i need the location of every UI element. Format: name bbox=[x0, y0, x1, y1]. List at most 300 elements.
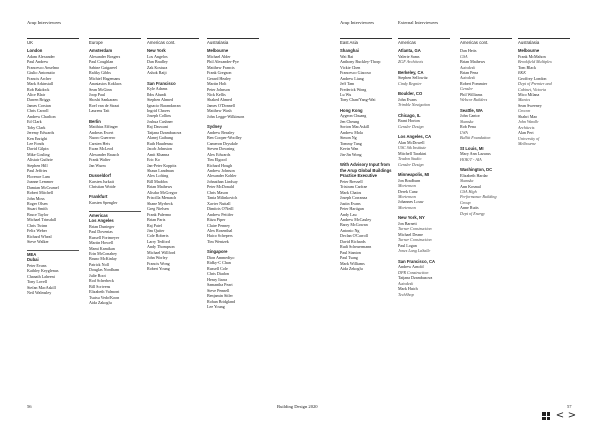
person-name: Elizabeth Valmont bbox=[89, 289, 120, 295]
person-name: Andrew Pettifer bbox=[207, 211, 234, 217]
location-group bbox=[398, 259, 450, 297]
organization-name: Gensler Design bbox=[398, 161, 424, 167]
person-name: Tristram Carfrae bbox=[340, 184, 368, 190]
person-name: Paul Andrew bbox=[27, 59, 49, 65]
group-title: Minneapolis, MI bbox=[398, 172, 430, 178]
person-name: Paul Coughlan bbox=[89, 59, 114, 65]
organization-name: Autodesk bbox=[460, 75, 476, 81]
right-page-header-arup: Arup Interviewees bbox=[340, 20, 375, 25]
person-name: Samantha Peart bbox=[207, 282, 233, 288]
person-name: Toby Clark bbox=[27, 124, 46, 130]
person-name: Barry McGowan bbox=[340, 222, 368, 228]
person-name: Peter Bressell bbox=[340, 178, 363, 184]
person-name: Valerie Sams bbox=[398, 53, 420, 59]
person-name: Russell Fortmeyer bbox=[89, 234, 120, 240]
person-name: Felix Weber bbox=[27, 228, 47, 234]
person-name: Kyle Adams bbox=[147, 86, 168, 92]
person-name: Stefan MacAskill bbox=[27, 284, 56, 290]
organization-name: Bullitt Foundation bbox=[460, 135, 491, 141]
person-name: Tania Milinkovich bbox=[207, 195, 238, 201]
person-name: Shaun Landman bbox=[147, 167, 174, 173]
organization-name: Skanska bbox=[460, 118, 474, 124]
left-page-number: 56 bbox=[27, 404, 32, 409]
group-title: New York bbox=[147, 48, 166, 54]
person-name: Chris Twinn bbox=[27, 222, 48, 228]
organization-name: GSA High bbox=[460, 189, 477, 195]
organization-name: Brookfield Multiplex bbox=[518, 59, 552, 65]
location-group bbox=[89, 48, 141, 114]
person-name: Joseph Corranza bbox=[340, 195, 368, 201]
organization-name: Architects bbox=[518, 124, 535, 130]
group-title: San Francisco, CA bbox=[398, 258, 436, 264]
organization-name: USC Stk Institute bbox=[398, 145, 427, 151]
person-name: Justin Evans bbox=[340, 200, 361, 206]
person-name: Andrew McCauley bbox=[340, 217, 372, 223]
person-name: Erin McConahey bbox=[89, 250, 118, 256]
person-name: Elizabeth Hardar bbox=[460, 172, 488, 178]
person-name: Bruce Taylor bbox=[27, 211, 49, 217]
person-name: Joseph Collins bbox=[147, 113, 171, 119]
person-name: Larry Tedford bbox=[147, 238, 170, 244]
column-right-1 bbox=[398, 38, 450, 302]
footer-title: Building Design 2020 bbox=[277, 404, 318, 409]
person-name: Chris Carroll bbox=[27, 108, 49, 114]
person-name: Alan Pert bbox=[518, 130, 534, 136]
location-group bbox=[398, 91, 450, 108]
organization-name: TechShop bbox=[398, 291, 414, 297]
column-heading: East Asia bbox=[340, 38, 392, 46]
person-name: Sorton MacAskill bbox=[340, 124, 370, 130]
person-name: Andrew Beazley bbox=[207, 129, 235, 135]
person-name: Los Angelos bbox=[147, 53, 168, 59]
person-name: Tatjana Dzambazova bbox=[398, 275, 433, 281]
person-name: Russell Cole bbox=[207, 265, 228, 271]
person-name: Alice Blair bbox=[27, 91, 46, 97]
group-title: Seattle, WA bbox=[460, 107, 483, 113]
person-name: Frank Walter bbox=[89, 157, 111, 163]
person-name: Haico Schepers bbox=[207, 233, 233, 239]
person-name: Frederick Wong bbox=[340, 86, 367, 92]
person-name: Peter Evans bbox=[27, 262, 47, 268]
person-name: Shahri Mao bbox=[518, 113, 538, 119]
person-name: Christian Woide bbox=[89, 184, 116, 190]
group-title: St Louis, MI bbox=[460, 145, 484, 151]
person-name: Declan O'Carroll bbox=[340, 233, 368, 239]
location-group bbox=[27, 250, 79, 296]
group-title: San Francisco bbox=[147, 80, 176, 86]
person-name: Michael Willford bbox=[147, 249, 176, 255]
organization-name: Teadon Studio bbox=[398, 156, 422, 162]
person-name: Gerard Healey bbox=[207, 75, 231, 81]
person-name: Alex Edwards bbox=[207, 151, 231, 157]
person-name: Tatjana Dzambazova bbox=[147, 129, 182, 135]
person-name: Rob Pena bbox=[460, 124, 476, 130]
location-group bbox=[89, 194, 141, 205]
organization-name: DPR Construction bbox=[398, 269, 429, 275]
person-name: Ingrid Chaves bbox=[147, 108, 171, 113]
organization-name: GSA bbox=[460, 53, 468, 59]
person-name: Paul Jeffries bbox=[27, 168, 48, 174]
person-name: Zak Kostura bbox=[147, 64, 168, 70]
person-name: Michael Trinsdall bbox=[27, 217, 56, 223]
person-name: Andrew Johnson bbox=[207, 167, 235, 173]
location-group bbox=[27, 48, 79, 244]
group-title: Boulder, CO bbox=[398, 91, 423, 97]
person-name: Raj Patel bbox=[147, 222, 162, 228]
person-name: Andrew Liang bbox=[340, 75, 364, 81]
person-name: Jon Barnett bbox=[398, 220, 417, 226]
person-name: Joop Paul bbox=[89, 91, 106, 97]
person-name: Priscilla Menasch bbox=[147, 195, 177, 201]
person-name: Lee Young bbox=[207, 304, 225, 309]
person-name: Mico Milana bbox=[518, 91, 540, 97]
person-name: Joshua Cushner bbox=[147, 118, 173, 124]
column-heading: Americas cont. bbox=[147, 38, 199, 46]
person-name: Tim Wentzek bbox=[207, 238, 229, 244]
location-group bbox=[207, 48, 259, 119]
person-name: James Corstan bbox=[27, 102, 51, 108]
person-name: James O'Donnell bbox=[207, 102, 235, 108]
person-name: Cameron Drysdale bbox=[207, 140, 238, 146]
group-subtitle: Los Angeles bbox=[89, 218, 114, 224]
right-page-header-external: External Interviewees bbox=[398, 20, 439, 25]
location-group bbox=[460, 108, 512, 141]
person-name: Stuart Smith bbox=[27, 206, 48, 212]
right-page-number: 57 bbox=[567, 404, 572, 409]
organization-name: Dept of Premier and bbox=[518, 81, 552, 87]
person-name: Andreas Ewert bbox=[89, 129, 114, 135]
person-name: Wai Bai bbox=[340, 53, 354, 59]
person-name: Sean Sweeney bbox=[518, 102, 542, 108]
person-name: Phil Williams bbox=[460, 91, 483, 97]
person-name: Chris Diadon bbox=[207, 271, 229, 277]
group-title: Melbourne bbox=[518, 48, 540, 54]
person-name: Mami Kamikan bbox=[89, 245, 115, 251]
organization-name: Autodesk bbox=[398, 280, 414, 286]
person-name: Geoffrey London bbox=[518, 75, 547, 81]
group-title: Atlanta, GA bbox=[398, 48, 421, 54]
person-name: Frank McMahon bbox=[518, 53, 546, 59]
person-name: Claire Penney bbox=[207, 222, 231, 228]
person-name: Jin-Jin Wong bbox=[340, 151, 362, 157]
group-title: MEA bbox=[27, 250, 79, 258]
group-title: Berlin bbox=[89, 118, 101, 124]
person-name: Brian Paris bbox=[147, 217, 166, 223]
location-group bbox=[340, 162, 392, 271]
person-name: Francis Wong bbox=[147, 260, 170, 266]
person-name: Martin Howell bbox=[89, 240, 114, 246]
person-name: Roger Olsen bbox=[27, 201, 48, 207]
person-name: Steven Downing bbox=[207, 146, 235, 152]
organization-name: Webcor Builders bbox=[460, 97, 488, 103]
person-name: Jeff Tam bbox=[340, 81, 355, 87]
person-name: Laurens Tait bbox=[89, 108, 110, 114]
column-heading: Americas bbox=[398, 38, 450, 46]
location-group bbox=[89, 173, 141, 190]
person-name: Cole Roberts bbox=[147, 233, 169, 239]
group-title: Los Angeles, CA bbox=[398, 134, 432, 140]
person-name: Andrew Arnold bbox=[398, 264, 424, 270]
group-title: Frankfurt bbox=[89, 194, 108, 200]
chevron-left-icon[interactable]: < bbox=[555, 410, 565, 421]
person-name: Stephen Sellowitz bbox=[398, 75, 428, 81]
organization-name: BKK bbox=[518, 70, 526, 76]
group-title: Hong Kong bbox=[340, 107, 363, 113]
organization-name: Grocon bbox=[518, 108, 531, 114]
person-name: Joanne Lemmer bbox=[27, 179, 54, 185]
person-name: Brant Horton bbox=[398, 118, 420, 124]
person-name: Paul Stanton bbox=[340, 249, 361, 255]
person-name: Nick Kellis bbox=[207, 91, 226, 97]
person-name: Matthew Wash bbox=[207, 108, 232, 114]
person-name: Andy Thompson bbox=[147, 244, 175, 250]
column-heading: Europe bbox=[89, 38, 141, 46]
person-name: Robert Young bbox=[147, 266, 170, 272]
organization-name: Melbourne bbox=[518, 141, 536, 147]
person-name: Henry Itarra bbox=[207, 276, 228, 282]
organization-name: Manics bbox=[518, 97, 531, 103]
organization-name: ZGF Architects bbox=[398, 59, 424, 65]
person-name: Adam Alexander bbox=[27, 53, 55, 59]
person-name: Ashok Raiji bbox=[147, 70, 167, 76]
person-name: Carsten Heis bbox=[89, 140, 111, 146]
person-name: Chanath Laheeni bbox=[27, 273, 55, 279]
organization-name: Mortenson bbox=[398, 204, 416, 210]
person-name: Mark Hatch bbox=[398, 286, 418, 292]
organization-name: Performance Building bbox=[460, 194, 497, 200]
person-name: John Worley bbox=[147, 255, 168, 261]
person-name: Richard Wheal bbox=[27, 233, 52, 239]
person-name: Dion Ammedtyo bbox=[207, 254, 235, 260]
column-right-2 bbox=[460, 38, 512, 221]
location-group bbox=[398, 70, 450, 87]
person-name: Paul Dovenias bbox=[89, 229, 113, 235]
person-name: Paul Tsang bbox=[340, 255, 358, 261]
person-name: Andrew Mola bbox=[340, 129, 363, 135]
person-name: Bill Scrivens bbox=[89, 283, 111, 289]
person-name: Richard Hough bbox=[207, 162, 233, 168]
person-name: Alanej Gaibung bbox=[147, 135, 174, 141]
group-title: Amsterdam bbox=[89, 48, 113, 54]
person-name: Ed Clark bbox=[27, 119, 42, 125]
person-name: Ridky-C Chan bbox=[207, 260, 231, 266]
person-name: Rohan Bridgland bbox=[207, 298, 236, 304]
organization-name: Gensler Design bbox=[398, 123, 424, 129]
location-group bbox=[207, 249, 259, 309]
person-name: Mark Chaios bbox=[340, 189, 362, 195]
person-name: Ruth Haudenau bbox=[147, 140, 173, 146]
location-group bbox=[207, 124, 259, 244]
organization-name: HOK/T - AIA bbox=[460, 156, 482, 162]
person-name: Kathley Keyglenus bbox=[27, 268, 59, 274]
person-name: Mark Williams bbox=[340, 260, 365, 266]
person-name: Jon Bradburn bbox=[398, 177, 421, 183]
person-name: Rafiky Gibbs bbox=[89, 70, 111, 76]
person-name: Phil Alexander-Pye bbox=[207, 59, 239, 65]
person-name: Robert Pommier bbox=[460, 80, 488, 86]
person-name: Karsten Jurkait bbox=[89, 178, 114, 184]
person-name: Ibbs Afundi bbox=[147, 91, 167, 97]
column-heading: Australasia bbox=[207, 38, 259, 46]
person-name: Andrew Charlton bbox=[27, 113, 56, 119]
column-heading: UK bbox=[27, 38, 79, 46]
column-right-0 bbox=[340, 38, 392, 277]
person-name: David Gilpin bbox=[27, 146, 49, 152]
person-name: Shaked Ahmed bbox=[207, 97, 232, 103]
location-group bbox=[398, 48, 450, 65]
person-name: Aida Zekoglu bbox=[340, 266, 363, 272]
group-title: Americas bbox=[89, 211, 141, 219]
person-name: Anastasios Koklaos bbox=[89, 81, 122, 87]
person-name: Tony Chan/Yang-Wai bbox=[340, 97, 376, 103]
person-name: Rob Bakdock bbox=[27, 86, 50, 92]
person-name: Dan Bradley bbox=[147, 59, 168, 65]
person-name: Paul Logan bbox=[398, 242, 417, 248]
person-name: Raj Daswani bbox=[147, 124, 169, 130]
person-name: Antonio Ng bbox=[340, 227, 360, 233]
person-name: Ignacio Barandarran bbox=[147, 102, 181, 108]
person-name: John Cantor bbox=[460, 113, 480, 119]
person-name: Alex Rosenthal bbox=[207, 227, 233, 233]
location-group bbox=[89, 119, 141, 168]
person-name: Ken Enright bbox=[27, 135, 48, 141]
person-name: Greg Nielsen bbox=[147, 206, 169, 212]
organization-name: Gensler bbox=[460, 86, 473, 92]
organization-name: Autodesk bbox=[460, 64, 476, 70]
chevron-right-icon[interactable]: > bbox=[567, 410, 577, 421]
person-name: Mary Ann Lazarus bbox=[460, 151, 491, 157]
person-name: Brian Dunieger bbox=[89, 223, 115, 229]
person-name: Peter Hartigan bbox=[340, 206, 364, 212]
person-name: John Evans bbox=[398, 96, 417, 102]
person-name: Alisdar McGregor bbox=[147, 189, 178, 195]
person-name: Mark Arkinstall bbox=[27, 81, 54, 87]
location-group bbox=[340, 108, 392, 157]
person-name: Douglas Nordham bbox=[89, 267, 120, 273]
person-name: Jeremy Edwards bbox=[27, 130, 55, 136]
person-name: Lu Wu bbox=[340, 91, 352, 97]
group-title: Berkeley, CA bbox=[398, 69, 424, 75]
person-name: Alex Lofting bbox=[147, 173, 169, 179]
person-name: Francis Archer bbox=[27, 75, 52, 81]
person-name: Matthew Francis bbox=[207, 64, 235, 70]
person-name: Nuoro Guerrero bbox=[89, 135, 116, 141]
person-name: Johannes Louw bbox=[398, 199, 424, 205]
left-page-header: Arup Interviewees bbox=[27, 20, 62, 25]
person-name: Amit Khanna bbox=[147, 151, 170, 157]
person-name: Frank Gregson bbox=[207, 70, 232, 76]
group-title: Shanghai bbox=[340, 48, 359, 54]
person-name: Kevin Wan bbox=[340, 146, 359, 152]
grid-icon[interactable] bbox=[542, 412, 550, 420]
person-name: Chris Mason bbox=[207, 189, 229, 195]
person-name: Bill Maddox bbox=[147, 178, 168, 184]
person-name: Jan Wurm bbox=[89, 162, 106, 168]
person-name: Michael Alder bbox=[207, 53, 231, 59]
person-name: Steve Pennell bbox=[207, 287, 230, 293]
person-name: Dimitris O'Neill bbox=[207, 206, 234, 212]
person-name: Xavier Nuttall bbox=[207, 200, 231, 206]
organization-name: Turner Construction bbox=[398, 237, 432, 243]
group-title: New York, NY bbox=[398, 215, 425, 221]
person-name: Johnathan Lindsay bbox=[207, 178, 238, 184]
person-name: Florence Lam bbox=[27, 173, 50, 179]
organization-name: Cindy Regnier bbox=[398, 80, 422, 86]
column-right-3 bbox=[518, 38, 570, 151]
person-name: Frank Palermo bbox=[147, 211, 172, 217]
person-name: Anne Rutts bbox=[460, 205, 479, 211]
group-title: Singapore bbox=[207, 249, 228, 255]
person-name: Francesco Anselmo bbox=[27, 64, 60, 70]
person-name: Vickie Chen bbox=[340, 64, 361, 70]
person-name: Francesco Giacoso bbox=[340, 70, 372, 76]
location-group bbox=[147, 48, 199, 75]
person-name: Tsutsu Vedo/Koon bbox=[89, 294, 120, 300]
group-title: With Advisory Input from the Arup Global Buildings Practice Executive bbox=[340, 162, 392, 179]
location-group bbox=[147, 81, 199, 272]
organization-name: LWA bbox=[460, 129, 468, 135]
person-name: Michael Deane bbox=[398, 231, 423, 237]
person-name: Ewan McLeod bbox=[89, 146, 114, 152]
column-left-3 bbox=[207, 38, 259, 314]
person-name: Neil Walmsley bbox=[27, 290, 52, 296]
person-name: Tom Black bbox=[518, 64, 537, 70]
person-name: Jen Cheung bbox=[340, 118, 360, 124]
location-group bbox=[398, 172, 450, 210]
person-name: Ben Cooper-Woolley bbox=[207, 135, 242, 141]
person-name: Rudi Scheuermann bbox=[340, 244, 372, 250]
person-name: Sabine Gatgareel bbox=[89, 64, 118, 70]
person-name: Michiel Hagemans bbox=[89, 75, 121, 81]
person-name: Darren Briggs bbox=[27, 97, 51, 103]
person-name: Jan-Peter Koppitz bbox=[147, 162, 177, 168]
person-name: Lee Fonds bbox=[27, 141, 45, 147]
person-name: Shane Myrbeck bbox=[147, 200, 173, 206]
column-left-2 bbox=[147, 38, 199, 277]
location-group bbox=[460, 146, 512, 163]
person-name: Tommy Tang bbox=[340, 140, 362, 146]
column-left-1 bbox=[89, 38, 141, 311]
person-name: Alistair Guthrie bbox=[27, 157, 53, 163]
person-name: Andy Lau bbox=[340, 211, 357, 217]
location-group bbox=[398, 215, 450, 253]
person-name: Dan Hetts bbox=[460, 48, 477, 54]
person-name: Brian Mathews bbox=[147, 184, 173, 190]
organization-name: Group bbox=[460, 199, 471, 205]
group-subtitle: Dubai bbox=[27, 257, 39, 263]
person-name: Jacob Johnston bbox=[147, 146, 172, 152]
group-title: Melbourne bbox=[207, 48, 229, 54]
person-name: Brian Pena bbox=[460, 70, 479, 75]
person-name: Benjamin Sitler bbox=[207, 293, 233, 299]
column-heading: Australasia bbox=[518, 38, 570, 46]
person-name: Patrick Noll bbox=[89, 261, 109, 267]
person-name: Damian McCrumel bbox=[27, 184, 59, 190]
location-group bbox=[89, 211, 141, 306]
person-name: Giulio Antonutto bbox=[27, 70, 55, 76]
person-name: Stephen Ahmed bbox=[147, 97, 174, 103]
person-name: Alexander Bosgers bbox=[89, 53, 121, 59]
person-name: Sean McGinn bbox=[89, 86, 112, 92]
person-name: Ritza Piper bbox=[207, 217, 226, 223]
organization-name: Dept of Energy bbox=[460, 210, 485, 216]
organization-name: Mortenson bbox=[398, 183, 416, 189]
person-name: John Legge-Wilkinson bbox=[207, 113, 245, 119]
person-name: Ann Kosmal bbox=[460, 183, 481, 189]
organization-name: John Wardle bbox=[518, 119, 539, 125]
organization-name: Trimble Navigation bbox=[398, 102, 430, 108]
group-title: London bbox=[27, 48, 43, 54]
